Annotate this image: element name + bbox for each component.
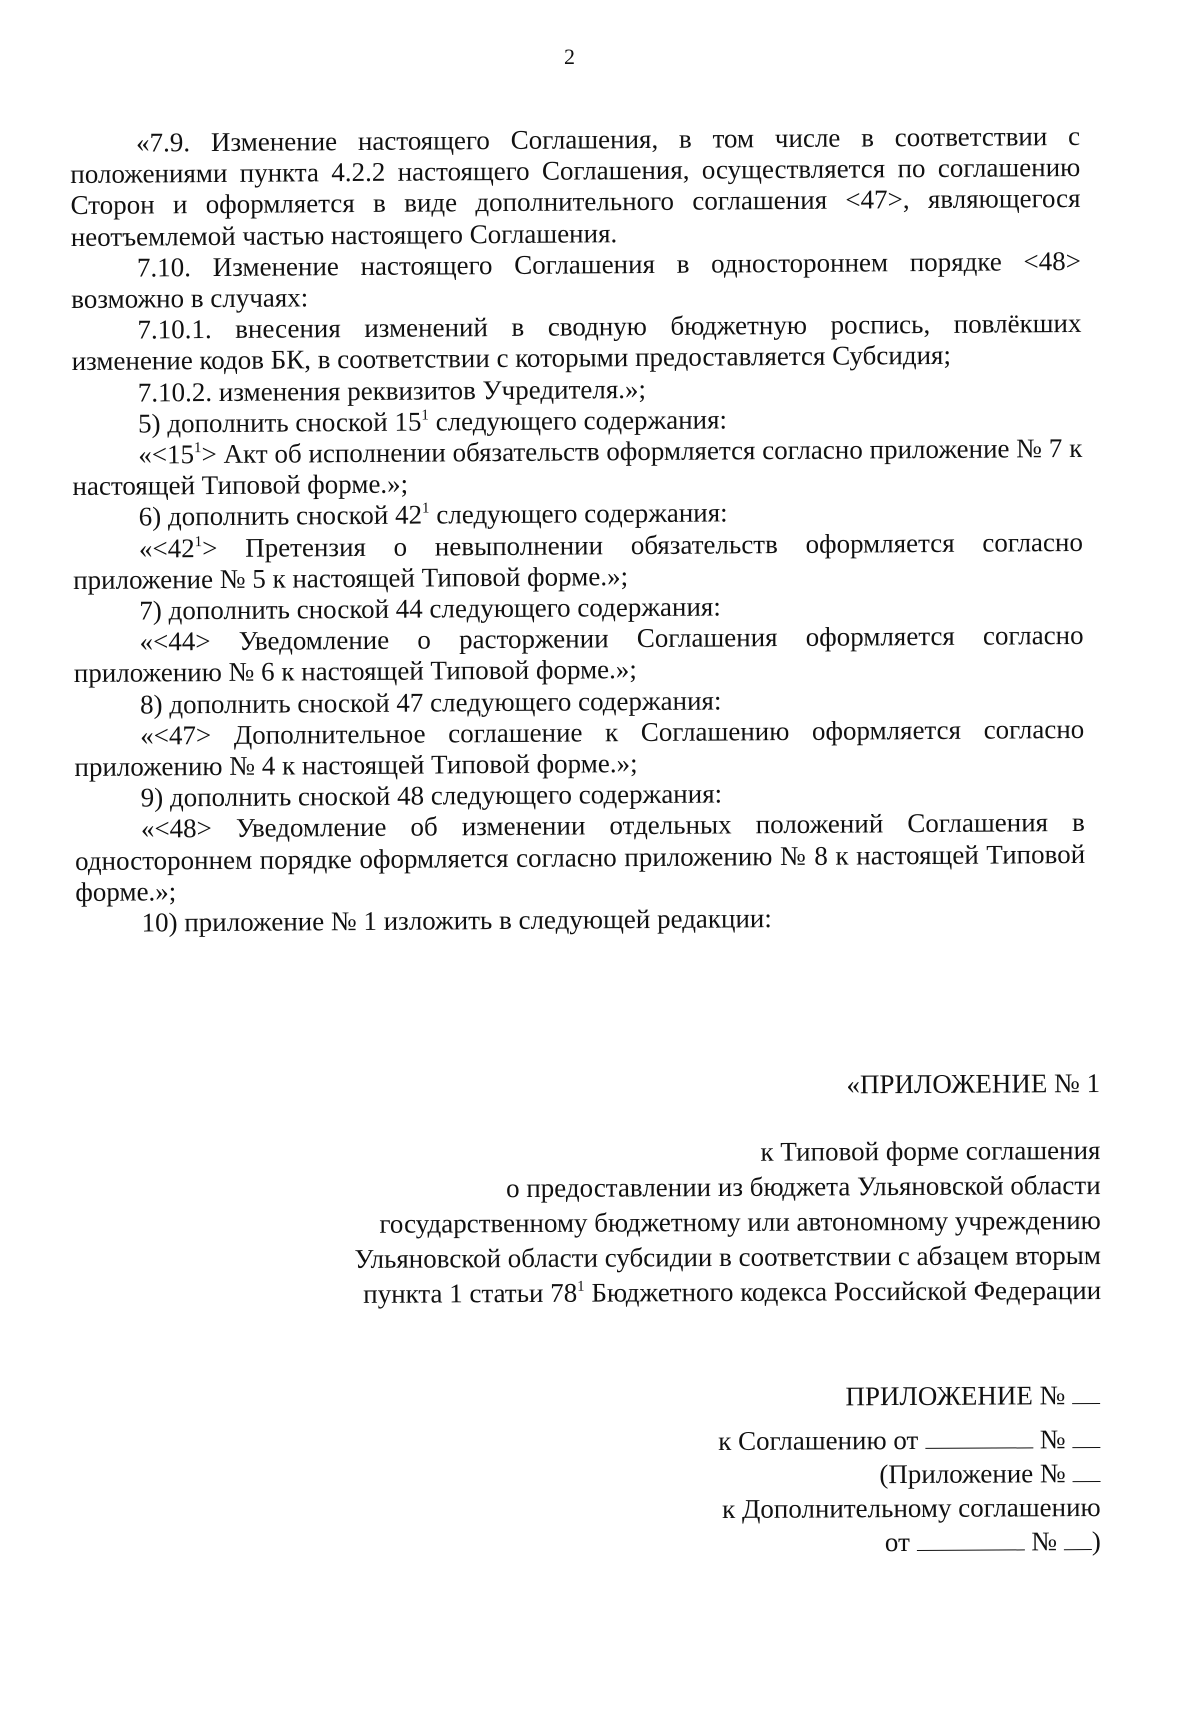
document-body <box>70 121 1086 939</box>
appendix-line: государственному бюджетному или автономному учреждению <box>379 1204 1101 1239</box>
appendix-line: о предоставлении из бюджета Ульяновской области <box>505 1169 1101 1204</box>
annex-from-line: от № ) <box>884 1525 1101 1558</box>
paragraph-footnote-44: «<44> Уведомление о расторжении Соглашения оформляется согласно приложению № 6 к настоящей Типовой форме.»; <box>73 620 1084 689</box>
appendix-title: «ПРИЛОЖЕНИЕ № 1 <box>846 1068 1101 1100</box>
appendix-line: пункта 1 статьи $78^1$ Бюджетного кодекса Российской Федерации <box>363 1274 1102 1309</box>
blank-line <box>1064 1529 1092 1550</box>
blank-line <box>925 1427 1033 1449</box>
annex-agreement-line: к Соглашению от № <box>520 1422 1100 1459</box>
annex-title: ПРИЛОЖЕНИЕ № <box>520 1378 1100 1415</box>
paragraph-7-9: «7.9. Изменение настоящего Соглашения, в том числе в соответствии с положениями пункта 4.2.2 настоящего Соглашения, осуществляется по соглашению Сторон и оформляется в виде дополнительного соглашения <47>, являющегося неотъемлемой частью настоящего Соглашения. <box>70 120 1081 252</box>
paragraph-item-6: 6) дополнить сноской $42^1$ следующего содержания: <box>138 497 728 532</box>
blank-line <box>917 1529 1025 1551</box>
paragraph-footnote-15-1: «$<15^1>$ Акт об исполнении обязательств оформляется согласно приложение № 7 к настоящей Типовой форме.»; <box>72 432 1083 502</box>
paragraph-footnote-42-1: «$<42^1>$ Претензия о невыполнении обязательств оформляется согласно приложение № 5 к настоящей Типовой форме.»; <box>73 526 1084 595</box>
blank-line <box>1072 1427 1100 1448</box>
paragraph-7-10: 7.10. Изменение настоящего Соглашения в одностороннем порядке <48> возможно в случаях: <box>71 245 1082 315</box>
annex-appendix-line: (Приложение № <box>520 1456 1100 1493</box>
appendix-line: Ульяновской области субсидии в соответствии с абзацем вторым <box>354 1239 1102 1274</box>
paragraph-item-8: 8) дополнить сноской 47 следующего содержания: <box>139 685 722 720</box>
page-number: 2 <box>564 44 576 69</box>
blank-line <box>1072 1461 1100 1482</box>
paragraph-item-9: 9) дополнить сноской 48 следующего содержания: <box>140 778 723 813</box>
paragraph-7-10-1: 7.10.1. внесения изменений в сводную бюджетную роспись, повлёкших изменение кодов БК, в соответствии с которыми предоставляется Субсидия; <box>71 308 1082 377</box>
paragraph-7-10-2: 7.10.2. изменения реквизитов Учредителя.»; <box>137 373 647 408</box>
paragraph-footnote-47: «<47> Дополнительное соглашение к Соглашению оформляется согласно приложению № 4 к настоящей Типовой форме.»; <box>74 713 1085 783</box>
paragraph-item-7: 7) дополнить сноской 44 следующего содержания: <box>139 591 721 626</box>
appendix-line: к Типовой форме соглашения <box>760 1134 1101 1167</box>
appendix-header <box>180 1068 1101 1313</box>
paragraph-item-5: 5) дополнить сноской $15^1$ следующего содержания: <box>137 404 728 439</box>
appendix-description <box>180 1133 1101 1313</box>
annex-block <box>520 1378 1101 1561</box>
paragraph-item-10: 10) приложение № 1 изложить в следующей редакции: <box>141 903 772 938</box>
paragraph-footnote-48: «<48> Уведомление об изменении отдельных положений Соглашения в одностороннем порядке оформляется согласно приложению № 8 к настоящей Типовой форме.»; <box>75 807 1086 907</box>
blank-line <box>1072 1383 1100 1404</box>
annex-additional-agreement: к Дополнительному соглашению <box>722 1491 1101 1524</box>
